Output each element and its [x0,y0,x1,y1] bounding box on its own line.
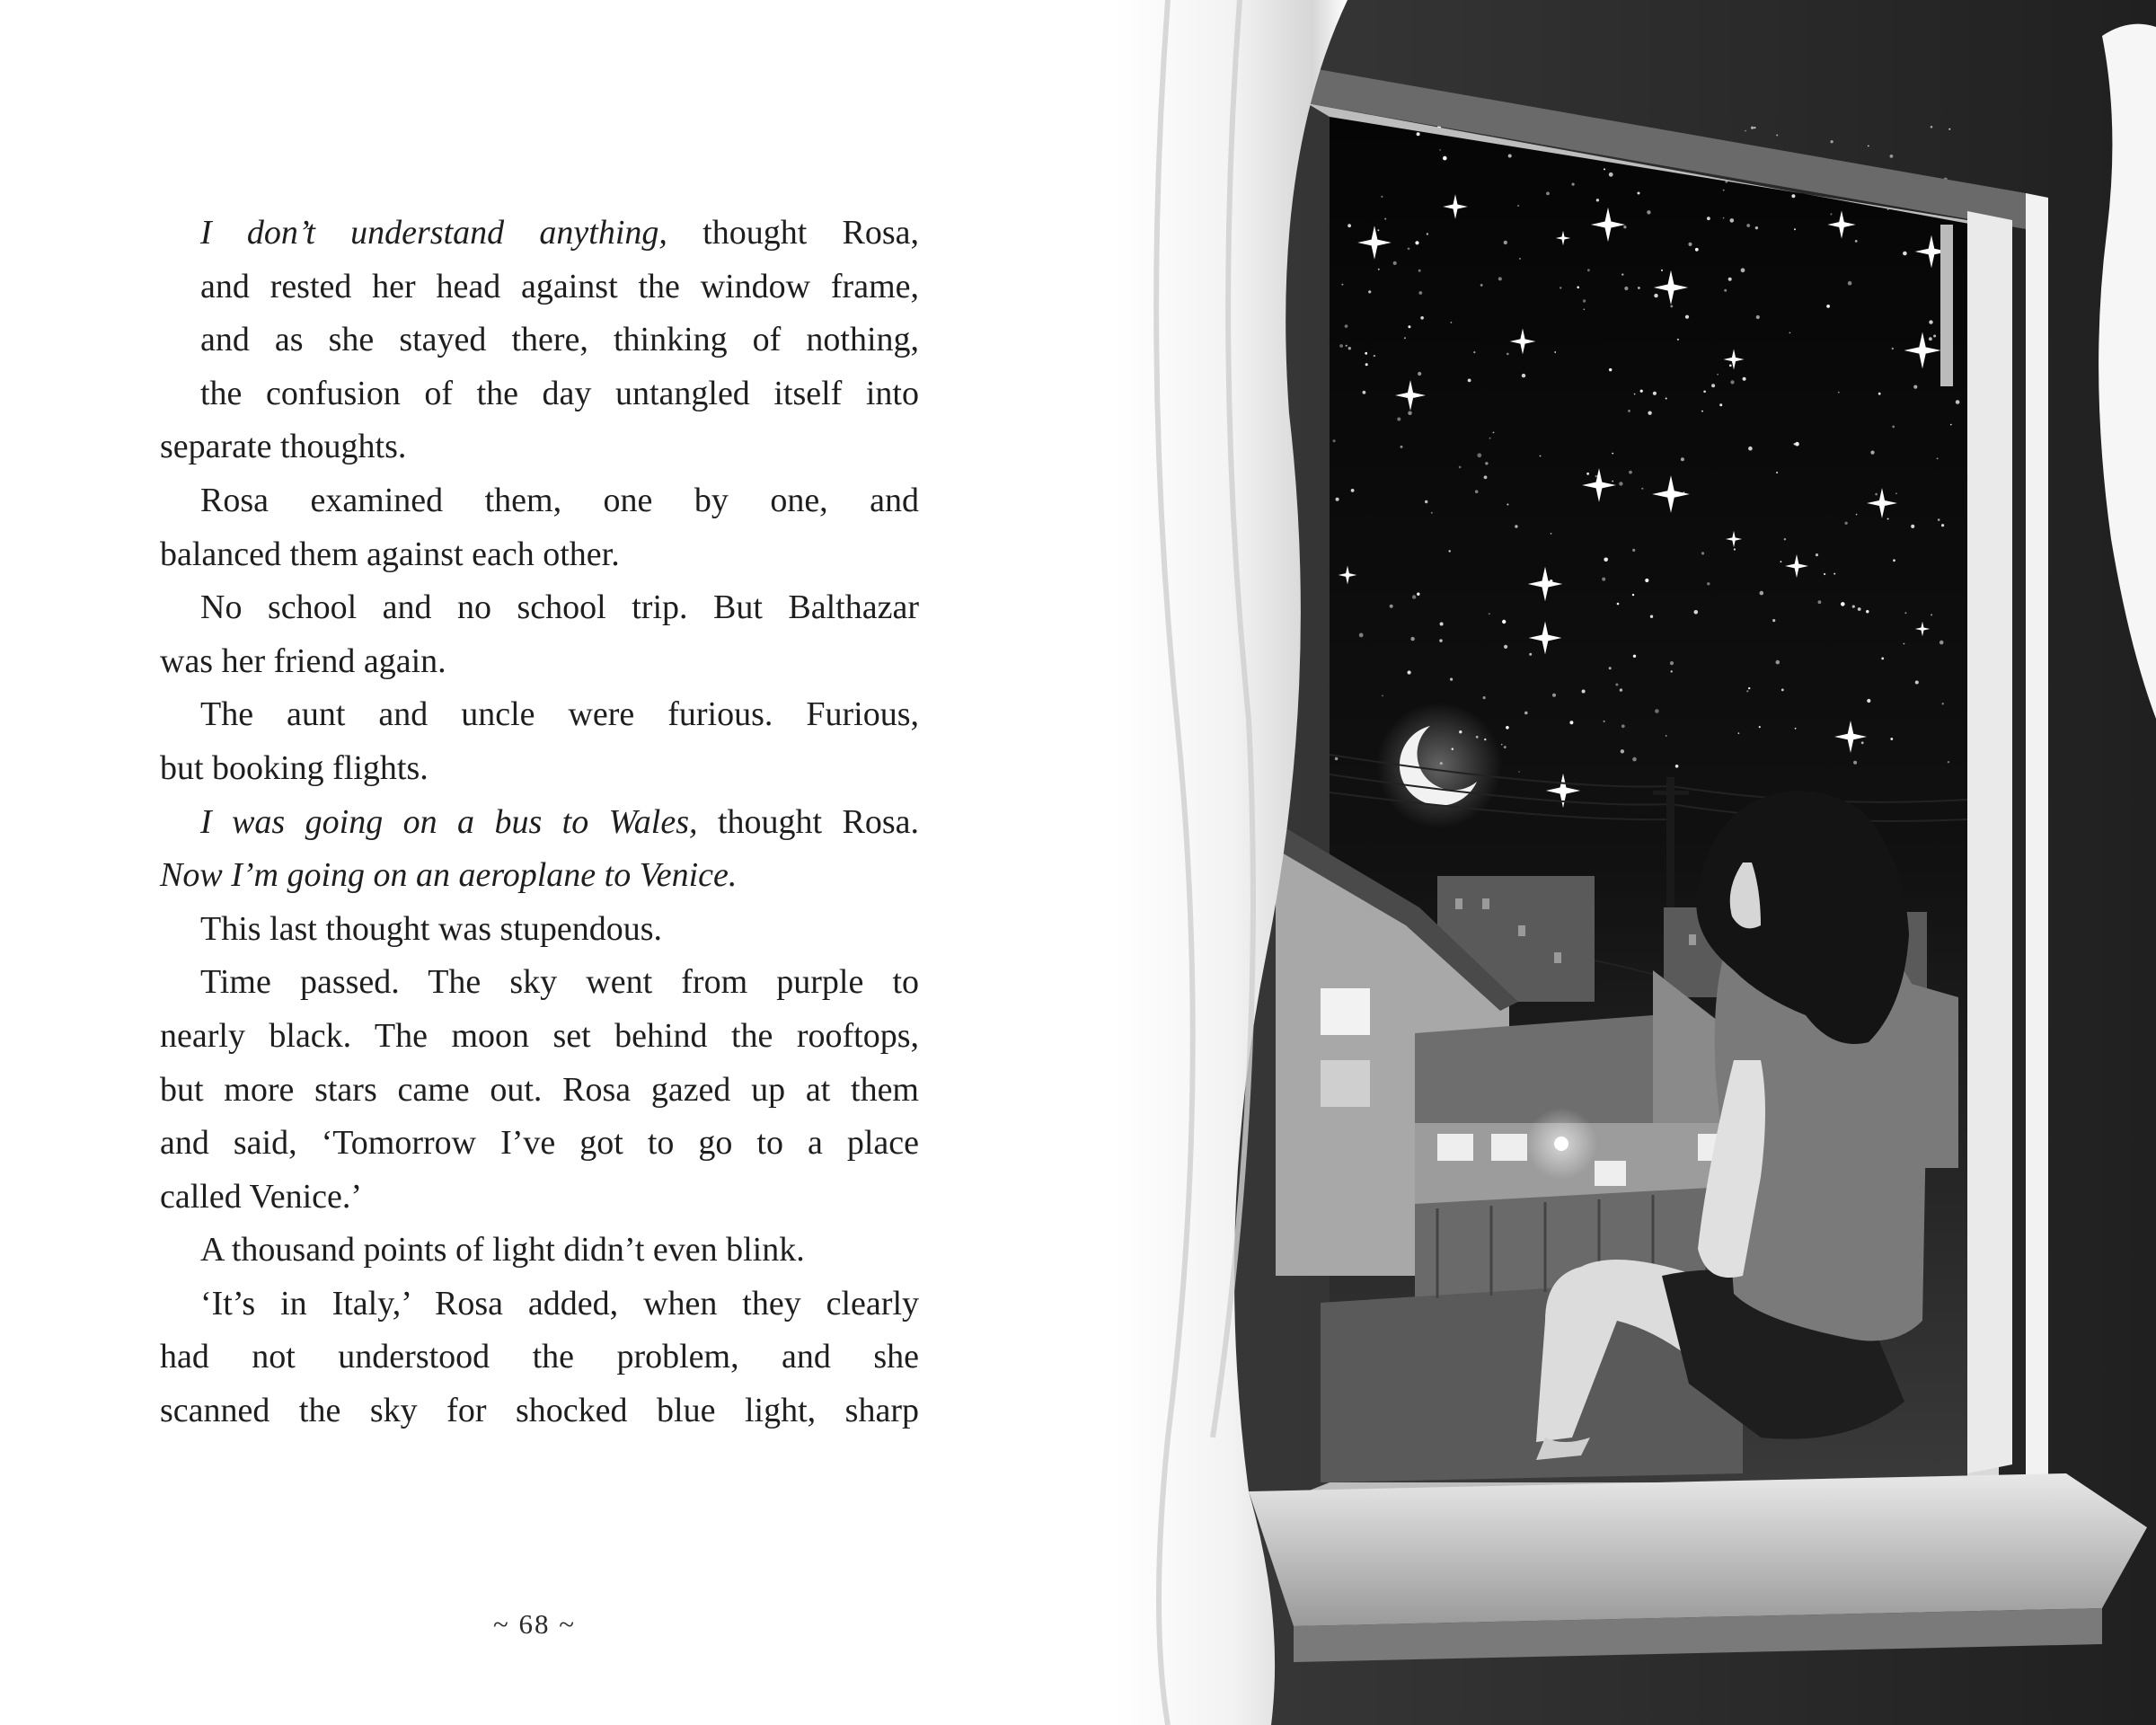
small-star [1931,126,1933,128]
text-line: the confusion of the day untangled itself into [200,374,919,412]
small-star [1666,398,1667,400]
paragraph [160,581,919,688]
small-star [1791,194,1795,198]
small-star [1596,199,1599,201]
small-star [1950,424,1952,426]
small-star [1867,699,1870,703]
small-star [1776,472,1778,473]
small-star [1647,210,1650,214]
text-fragment: thought Rosa, [667,214,919,252]
small-star [1741,268,1745,272]
small-star [1602,578,1605,581]
small-star [1855,240,1858,243]
small-star [1638,192,1640,195]
small-star [1956,400,1960,404]
small-star [1677,339,1679,341]
small-star [1745,130,1746,132]
small-star [1408,248,1410,251]
small-star [1489,438,1491,439]
small-star [1695,248,1699,252]
small-star [1937,458,1939,460]
small-star [1633,655,1636,658]
small-star [1638,287,1640,289]
small-star [1772,619,1775,622]
small-star [1755,226,1758,229]
small-star [1681,457,1684,461]
small-star [1654,294,1657,297]
small-star [1858,607,1861,611]
italic-thought: I don’t understand anything, [200,214,667,252]
paragraph [160,474,919,581]
paragraph [160,1278,919,1438]
small-star [1895,492,1897,494]
small-star [1641,488,1643,490]
small-star [1856,514,1858,516]
small-star [1881,658,1884,660]
small-star [1653,392,1657,395]
small-star [1519,258,1521,260]
small-star [1449,550,1451,552]
small-star [1748,447,1753,451]
small-star [1365,363,1368,366]
small-star [1504,746,1507,748]
small-star [1795,442,1799,447]
small-star [1450,678,1453,681]
small-star [1743,377,1746,381]
small-star [1381,196,1383,198]
text-line: nearly black. The moon set behind the rooftops, [160,1016,919,1055]
small-star [1738,732,1740,734]
small-star [1502,620,1506,624]
window-hinge [1940,225,1953,386]
small-star [1584,309,1586,311]
small-star [1609,368,1612,371]
small-star [1587,269,1590,271]
small-star [1685,315,1689,319]
small-star [1620,688,1622,691]
paragraph [160,207,919,474]
small-star [1397,418,1401,421]
small-star [1333,439,1336,442]
small-star [1650,615,1653,618]
paragraph [160,796,919,903]
small-star [1707,582,1710,585]
small-star [1417,132,1420,136]
small-star [1440,623,1444,626]
small-star [1408,670,1411,674]
small-star [1780,561,1782,562]
small-star [1875,493,1878,496]
small-star [1723,217,1725,219]
small-star [1853,761,1857,765]
small-star [1632,594,1634,596]
text-line: A thousand points of light didn’t even blink. [200,1231,805,1269]
small-star [1784,538,1786,540]
small-star [1612,481,1613,482]
small-star [1818,600,1822,604]
small-star [1868,146,1869,147]
small-star [1515,525,1517,527]
small-star [1418,372,1421,376]
small-star [1582,690,1586,694]
paragraph [160,956,919,1224]
small-star [1418,291,1422,295]
small-star [1351,489,1355,492]
text-line: Rosa examined them, one by one, and [200,481,919,519]
small-star [1911,525,1914,528]
text-fragment: thought Rosa. [697,802,919,841]
window-sill [1249,1473,2147,1626]
page-number: ~ 68 ~ [492,1608,577,1640]
small-star [1504,645,1507,649]
small-star [1554,351,1556,353]
small-star [1572,183,1575,186]
window-sash [1967,211,2012,1473]
small-star [1730,380,1734,384]
small-star [1776,135,1778,137]
small-star [1728,278,1732,281]
paragraph [160,903,919,957]
text-line: called Venice.’ [160,1177,363,1216]
small-star [1485,462,1488,464]
small-star [1480,284,1483,287]
small-star [1887,518,1889,520]
small-star [1612,453,1613,455]
small-star [1415,241,1418,244]
small-star [1628,410,1630,412]
small-star [1645,579,1648,582]
small-star [1833,573,1835,575]
small-star [1929,337,1932,341]
small-star [1619,482,1622,485]
small-star [1623,226,1626,228]
small-star [1892,426,1895,429]
small-star [1401,446,1403,448]
small-star [1560,287,1561,288]
small-star [1498,277,1502,280]
small-star [1431,512,1433,514]
small-star [1609,667,1612,669]
small-star [1348,347,1351,349]
window-reveal [2026,193,2048,1527]
small-star [1624,287,1628,290]
small-star [1890,155,1894,158]
text-line: was her friend again. [160,641,446,680]
small-star [1336,498,1339,501]
illustration-svg [1114,0,2156,1725]
small-star [1781,689,1784,692]
small-star [1688,243,1692,246]
small-star [1427,233,1428,234]
small-star [1941,524,1944,526]
small-star [1504,241,1507,244]
small-star [1468,379,1471,383]
small-star [1583,299,1586,302]
small-star [1595,475,1597,477]
small-star [1746,690,1748,692]
small-star [1694,610,1699,615]
small-star [1948,761,1949,763]
small-star [1830,213,1832,215]
small-star [1335,757,1339,761]
body-text [160,207,919,1438]
small-star [1670,305,1673,308]
small-star [1374,355,1375,357]
small-star [1942,703,1944,704]
text-line: ‘It’s in Italy,’ Rosa added, when they clearly [200,1284,919,1322]
small-star [1517,205,1519,207]
small-star [1795,728,1797,730]
small-star [1425,500,1427,503]
small-star [1522,374,1525,377]
small-star [1831,140,1833,143]
paragraph [160,1224,919,1278]
small-star [1621,749,1624,753]
small-star [1890,738,1893,740]
small-star [1384,218,1386,220]
small-star [1546,192,1550,196]
small-star [1604,721,1605,722]
small-star [1412,595,1416,598]
small-star [1507,504,1508,506]
small-star [1861,741,1864,744]
small-star [1759,726,1761,728]
small-star [1848,281,1852,286]
small-star [1748,687,1750,689]
small-star [1671,670,1673,672]
small-star [1915,681,1919,685]
small-star [1341,284,1343,286]
small-star [1723,190,1725,191]
small-star [1377,229,1379,231]
small-star [1508,155,1512,158]
small-star [1439,149,1441,151]
small-star [1893,559,1895,562]
small-star [1913,385,1917,389]
text-line: The aunt and uncle were furious. Furious, [200,695,919,734]
small-star [1621,273,1623,275]
text-line [160,207,919,261]
small-star [1484,739,1486,740]
small-star [1701,552,1704,554]
small-star [1892,348,1894,349]
small-star [1940,641,1944,645]
small-star [1756,315,1760,319]
small-star [1933,335,1936,338]
small-star [1390,605,1393,608]
small-star [1632,549,1635,552]
small-star [1476,736,1479,739]
text-line: Time passed. The sky went from purple to [200,963,919,1002]
small-star [1529,653,1532,656]
small-star [1506,726,1509,730]
small-star [1754,127,1755,128]
small-star [1776,660,1780,665]
small-star [1929,320,1932,323]
small-star [1443,156,1447,161]
small-star [1866,610,1869,613]
small-star [1707,217,1710,220]
text-line: separate thoughts. [160,428,407,466]
small-star [1501,744,1503,746]
text-line: scanned the sky for shocked blue light, sharp [160,1392,919,1430]
small-star [1634,394,1636,395]
small-star [1345,324,1348,328]
text-line: but more stars came out. Rosa gazed up at them [160,1070,919,1109]
small-star [1670,661,1674,665]
small-star [1717,374,1719,376]
text-line: balanced them against each other. [160,535,620,573]
text-line: had not understood the problem, and she [160,1338,919,1376]
small-star [1368,290,1371,293]
small-star [1852,606,1855,608]
lit-house-window [1321,988,1370,1035]
small-star [1459,730,1462,733]
small-star [1518,771,1520,773]
small-star [1841,602,1845,606]
small-star [1824,573,1825,575]
night-window-illustration [1114,0,2156,1725]
small-star [1617,603,1620,606]
small-star [1719,403,1722,406]
small-star [1393,261,1397,265]
small-star [1359,633,1364,638]
text-line: and said, ‘Tomorrow I’ve got to go to a place [160,1124,919,1163]
small-star [1816,553,1818,556]
small-star [1724,289,1727,292]
small-star [1666,735,1667,737]
small-star [1552,694,1556,697]
small-star [1475,490,1479,493]
small-star [1348,224,1351,227]
small-star [1524,712,1528,715]
small-star [1948,128,1950,130]
italic-thought: Now I’m going on an aeroplane to Venice. [160,856,738,895]
paragraph [160,688,919,795]
small-star [1870,451,1874,455]
small-star [1451,322,1453,323]
small-star [1473,351,1475,353]
small-star [1378,269,1380,270]
small-star [1604,168,1605,170]
small-star [1382,695,1383,697]
small-star [1701,411,1703,412]
small-star [1730,218,1735,223]
small-star [1615,684,1618,686]
small-star [1640,390,1643,393]
street-lamp [1554,1137,1568,1151]
small-star [1903,252,1907,256]
small-star [1826,305,1830,308]
small-star [1459,466,1462,469]
small-star [1760,591,1764,596]
small-star [1569,721,1573,724]
small-star [1629,471,1632,474]
small-star [1418,270,1421,272]
small-star [1621,724,1625,728]
small-star [1452,748,1454,750]
small-star [1655,709,1659,713]
small-star [1484,475,1488,479]
small-star [1408,411,1412,416]
small-star [1339,344,1343,348]
small-star [1675,765,1679,768]
text-line: and rested her head against the window frame, [200,267,919,305]
text-line: This last thought was stupendous. [200,909,663,948]
small-star [1477,453,1481,457]
small-star [1493,432,1495,434]
small-star [1365,352,1367,355]
small-star [1904,643,1905,645]
small-star [1904,612,1906,614]
small-star [1507,353,1509,356]
small-star [1878,393,1881,395]
small-star [1404,337,1406,339]
small-star [1540,456,1542,457]
pole-crossbar [1653,791,1689,795]
text-line: and as she stayed there, thinking of nothing, [200,321,919,359]
text-line: No school and no school trip. But Balthazar [200,588,919,627]
small-star [1794,228,1796,230]
small-star [1931,614,1932,615]
small-star [1746,224,1750,227]
small-star [1751,127,1754,129]
small-star [1703,391,1706,394]
small-star [1577,287,1579,289]
house-window [1321,1060,1370,1107]
small-star [1938,518,1940,521]
small-star [1604,558,1608,562]
small-star [1729,365,1732,367]
small-star [1661,270,1663,271]
small-star [1586,473,1589,475]
small-star [1417,593,1419,596]
small-star [1439,639,1442,641]
small-star [1420,316,1424,320]
text-line: but booking flights. [160,748,429,787]
small-star [1410,637,1414,641]
small-star [1734,548,1736,550]
small-star [1363,391,1366,394]
small-star [1844,522,1847,525]
small-star [1346,345,1348,347]
small-star [1838,392,1840,394]
small-star [1609,172,1613,177]
small-star [1551,533,1552,535]
small-star [1440,762,1443,765]
small-star [1632,757,1637,762]
italic-thought: I was going on a bus to Wales, [200,802,698,841]
small-star [1489,613,1490,615]
small-star [1789,332,1791,334]
small-star [1483,696,1486,699]
small-star [1648,411,1651,415]
small-star [1408,325,1410,328]
text-line [160,796,919,850]
small-star [1711,384,1715,387]
